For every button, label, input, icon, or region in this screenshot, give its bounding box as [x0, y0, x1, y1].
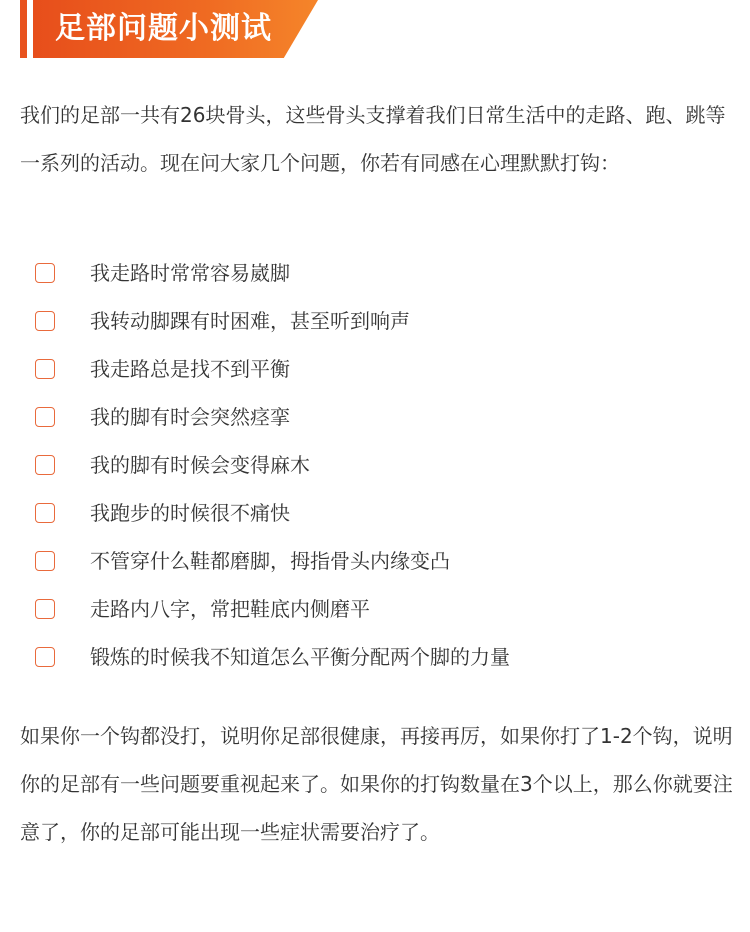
- checkbox[interactable]: [35, 647, 55, 667]
- checkbox[interactable]: [35, 455, 55, 475]
- checklist-item[interactable]: [0, 394, 750, 442]
- checklist-item-label: 锻炼的时候我不知道怎么平衡分配两个脚的力量: [90, 645, 510, 669]
- checkbox[interactable]: [35, 551, 55, 571]
- checklist-item[interactable]: [0, 634, 750, 682]
- checkbox[interactable]: [35, 311, 55, 331]
- header-accent-bar: [20, 0, 27, 58]
- page-title: 足部问题小测试: [55, 11, 272, 46]
- checklist-item-label: 我跑步的时候很不痛快: [90, 501, 290, 525]
- checklist-item-label: 不管穿什么鞋都磨脚，拇指骨头内缘变凸: [90, 549, 450, 573]
- intro-paragraph: 我们的足部一共有26块骨头，这些骨头支撑着我们日常生活中的走路、跑、跳等一系列的活动。现在问大家几个问题，你若有同感在心理默默打钩：: [20, 103, 726, 175]
- checklist-item-label: 我的脚有时会突然痉挛: [90, 405, 290, 429]
- checkbox[interactable]: [35, 599, 55, 619]
- checklist-item[interactable]: [0, 538, 750, 586]
- checklist-item[interactable]: [0, 442, 750, 490]
- checklist-item-label: 我转动脚踝有时困难，甚至听到响声: [90, 309, 410, 333]
- checklist-item-label: 走路内八字，常把鞋底内侧磨平: [90, 597, 370, 621]
- checklist-item[interactable]: [0, 346, 750, 394]
- checklist-item-label: 我走路总是找不到平衡: [90, 357, 290, 381]
- checklist-item-label: 我走路时常常容易崴脚: [90, 261, 290, 285]
- header-banner: [20, 0, 320, 58]
- checklist-item[interactable]: [0, 586, 750, 634]
- foot-problem-checklist: [0, 250, 750, 682]
- checkbox[interactable]: [35, 263, 55, 283]
- checkbox[interactable]: [35, 503, 55, 523]
- checkbox[interactable]: [35, 407, 55, 427]
- checklist-item[interactable]: [0, 250, 750, 298]
- checkbox[interactable]: [35, 359, 55, 379]
- checklist-item[interactable]: [0, 490, 750, 538]
- checklist-item[interactable]: [0, 298, 750, 346]
- checklist-item-label: 我的脚有时候会变得麻木: [90, 453, 310, 477]
- conclusion-paragraph: 如果你一个钩都没打，说明你足部很健康，再接再厉，如果你打了1-2个钩，说明你的足部有一些问题要重视起来了。如果你的打钩数量在3个以上，那么你就要注意了，你的足部可能出现一些症状需要治疗了。: [20, 724, 733, 844]
